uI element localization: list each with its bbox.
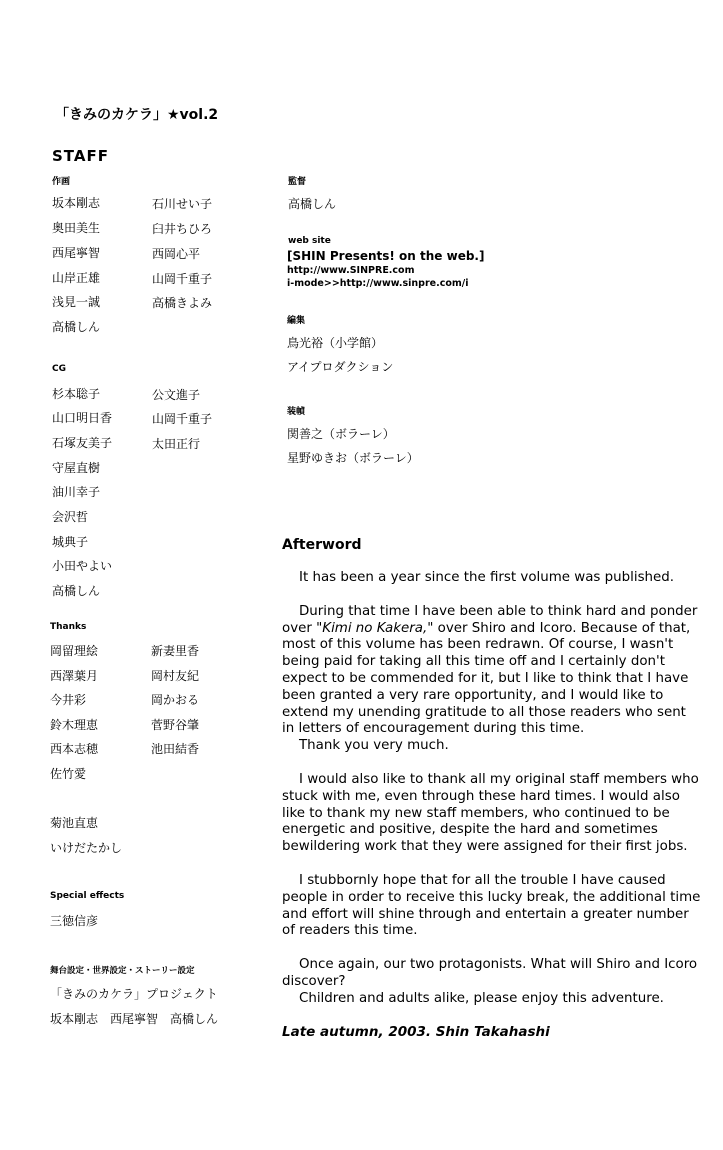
website-name: [SHIN Presents! on the web.] — [287, 249, 485, 263]
staff-name: 杉本聡子 — [52, 387, 101, 401]
staff-name: 城典子 — [52, 535, 89, 549]
setting-project: 「きみのカケラ」プロジェクト — [50, 987, 218, 1001]
staff-name: 太田正行 — [152, 437, 201, 451]
website-label: web site — [288, 236, 331, 246]
staff-name: 小田やよい — [52, 559, 113, 573]
staff-name: 臼井ちひろ — [152, 222, 213, 236]
staff-name: 坂本剛志 — [52, 196, 101, 210]
staff-name: 新妻里香 — [151, 644, 200, 658]
staff-name: 西岡心平 — [152, 247, 201, 261]
staff-name: 石塚友美子 — [52, 436, 113, 450]
soutei-name: 関善之（ボラーレ） — [287, 427, 395, 441]
afterword-paragraph — [282, 873, 702, 940]
afterword-text: Thank you very much. — [299, 738, 449, 754]
kantoku-label: 監督 — [288, 177, 307, 187]
afterword-paragraph — [282, 604, 702, 755]
staff-name: 山岡千重子 — [152, 272, 213, 286]
special-effects-label: Special effects — [50, 891, 125, 901]
afterword-paragraph — [282, 772, 702, 856]
staff-name: 奥田美生 — [52, 221, 101, 235]
henshu-name: アイプロダクション — [287, 360, 394, 374]
afterword-paragraph — [282, 957, 702, 1007]
afterword-body — [282, 570, 702, 1025]
staff-name: 今井彩 — [50, 693, 87, 707]
staff-name: 菅野谷肇 — [151, 718, 200, 732]
staff-name: 守屋直樹 — [52, 461, 101, 475]
henshu-name: 鳥光裕（小学館） — [287, 336, 384, 350]
staff-name: 菊池直恵 — [50, 816, 99, 830]
staff-name: 公文進子 — [152, 388, 201, 402]
book-title-italic: "Kimi no Kakera," — [316, 620, 434, 636]
staff-name: 高橋きよみ — [152, 296, 213, 310]
staff-name: 西本志穂 — [50, 742, 99, 756]
staff-name: 山口明日香 — [52, 411, 113, 425]
website-imode[interactable]: i-mode>>http://www.sinpre.com/i — [287, 278, 469, 289]
soutei-label: 装幀 — [287, 407, 306, 417]
staff-name: 高橋しん — [52, 584, 101, 598]
staff-name: 池田結香 — [151, 742, 200, 756]
website-url[interactable]: http://www.SINPRE.com — [287, 265, 415, 276]
staff-name: 会沢哲 — [52, 510, 89, 524]
afterword-text: Once again, our two protagonists. What will Shiro and Icoro discover? — [282, 957, 698, 989]
afterword-text: I would also like to thank all my original staff members who stuck with me, even through these hard times. I would also like to thank my new staff members, who continued to be energetic and positive, despite the hard and sometimes bewildering work that they were assigned for their first jobs. — [282, 771, 699, 855]
staff-name: 岡村友紀 — [151, 669, 200, 683]
staff-name: 高橋しん — [52, 320, 101, 334]
staff-name: 鈴木理恵 — [50, 718, 99, 732]
staff-name: 山岡千重子 — [152, 412, 213, 426]
staff-name: 佐竹愛 — [50, 767, 87, 781]
setting-label: 舞台設定・世界設定・ストーリー設定 — [50, 966, 195, 976]
staff-name: 三徳信彦 — [50, 914, 99, 928]
soutei-name: 星野ゆきお（ボラーレ） — [287, 451, 419, 465]
afterword-text: During that time I have been able to think hard and ponder over — [282, 603, 698, 636]
staff-name: 浅見一誠 — [52, 295, 101, 309]
book-title: 「きみのカケラ」★vol.2 — [55, 107, 219, 123]
sakuga-label: 作画 — [52, 177, 71, 187]
staff-name: 石川せい子 — [152, 197, 213, 211]
henshu-label: 編集 — [287, 316, 306, 326]
staff-name: 西尾寧智 — [52, 246, 101, 260]
afterword-text: over Shiro and Icoro. Because of that, most of this volume has been redrawn. Of course, I wasn't being paid for taking all this time off and I certainly don't expect to be commended for it, but I like to think that I have been granted a very rare opportunity, and I would like to extend my unending gratitude to all those readers who sent in letters of encouragement during this time. — [282, 620, 691, 737]
afterword-text: I stubbornly hope that for all the trouble I have caused people in order to receive this lucky break, the additional time and effort will shine through and entertain a greater number of readers this time. — [282, 872, 701, 939]
staff-name: 岡留理絵 — [50, 644, 99, 658]
cg-label: CG — [52, 364, 66, 374]
staff-name: 西澤葉月 — [50, 669, 99, 683]
staff-name: 油川幸子 — [52, 485, 101, 499]
afterword-text: Children and adults alike, please enjoy this adventure. — [299, 990, 664, 1006]
staff-heading: STAFF — [52, 147, 109, 165]
thanks-label: Thanks — [50, 622, 87, 632]
afterword-heading: Afterword — [282, 537, 362, 553]
staff-name: 山岸正雄 — [52, 271, 101, 285]
setting-names: 坂本剛志 西尾寧智 高橋しん — [50, 1012, 219, 1026]
signature: Late autumn, 2003. Shin Takahashi — [282, 1024, 550, 1040]
staff-name: いけだたかし — [50, 841, 123, 855]
kantoku-name: 高橋しん — [288, 197, 337, 211]
afterword-paragraph: It has been a year since the first volume was published. — [299, 570, 675, 585]
staff-name: 岡かおる — [151, 693, 200, 707]
